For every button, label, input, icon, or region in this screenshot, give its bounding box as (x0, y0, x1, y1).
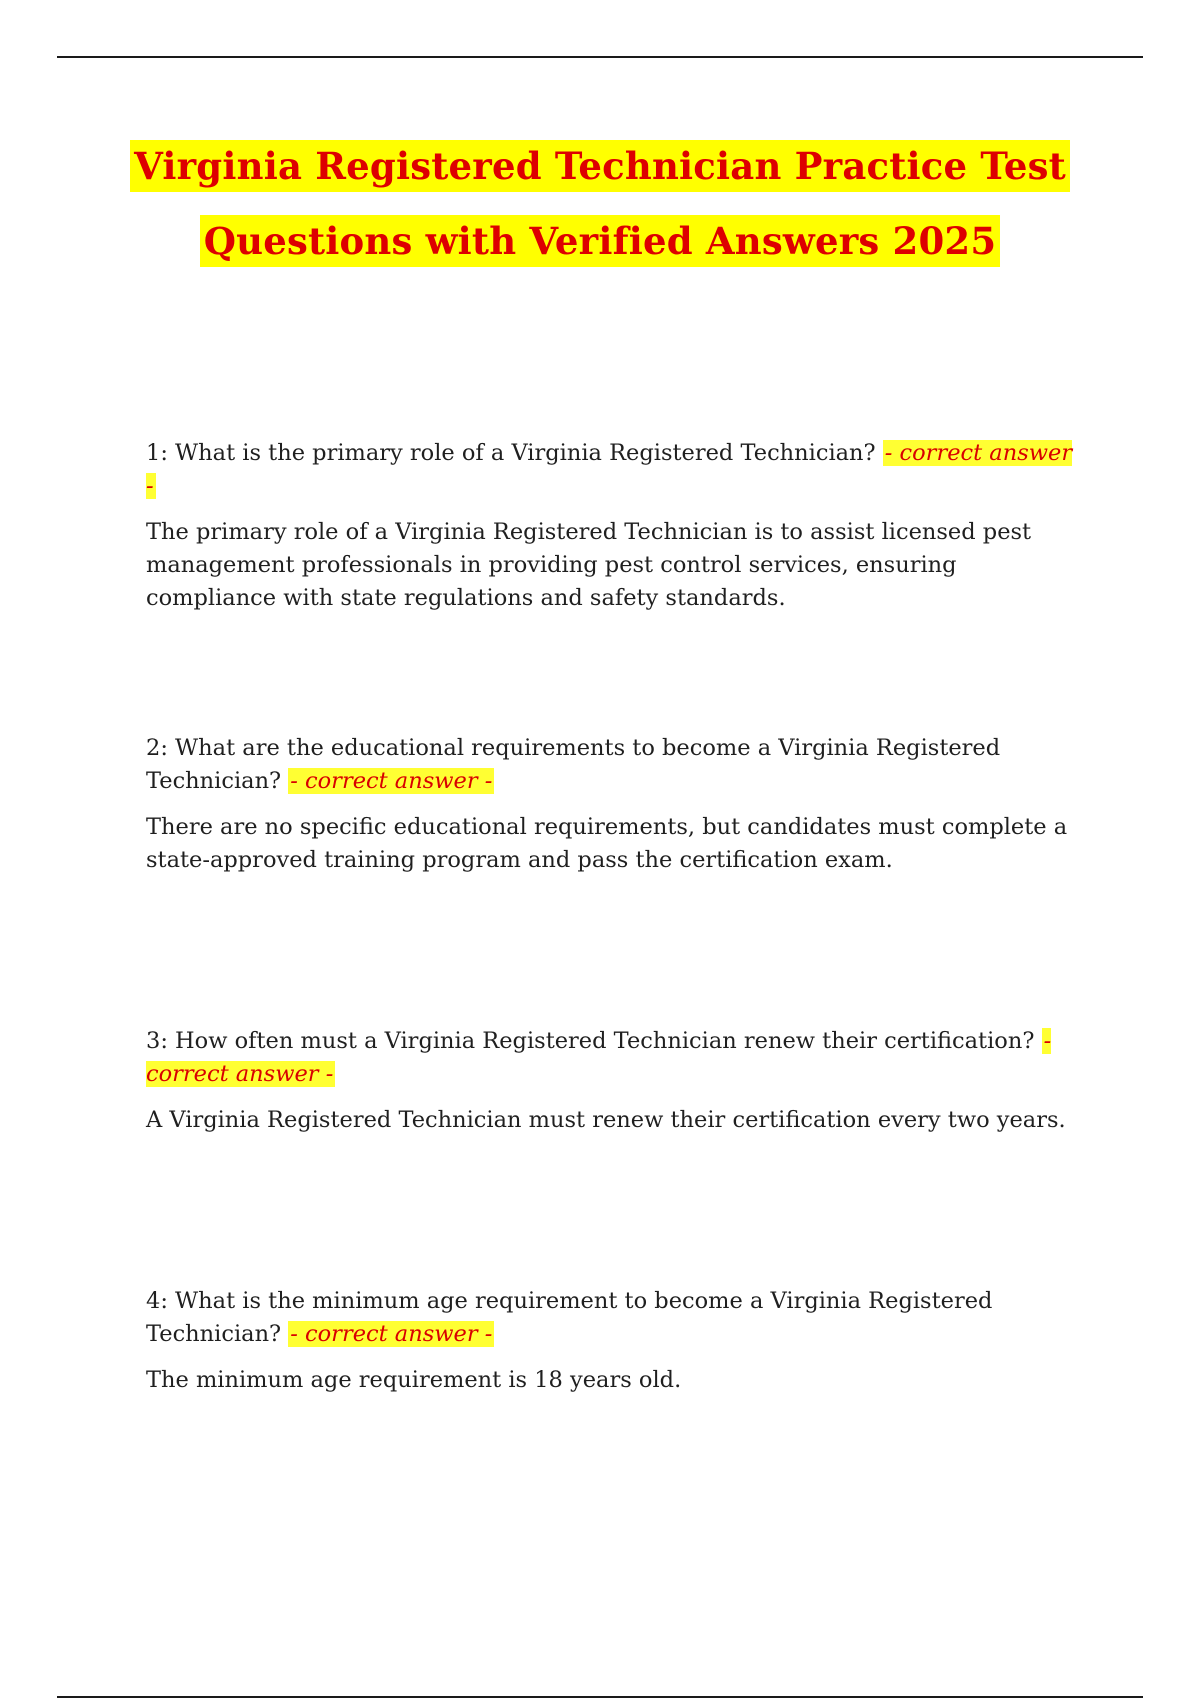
answer-4: The minimum age requirement is 18 years old. (146, 1367, 682, 1393)
qa-item-3 (146, 1025, 1086, 1137)
qa-item-2 (146, 732, 1086, 877)
question-1 (146, 437, 1086, 503)
answer-3: A Virginia Registered Technician must renew their certification every two years. (146, 1107, 1066, 1133)
answer-1: The primary role of a Virginia Registered Technician is to assist licensed pest management professionals in providing pest control services, ensuring compliance with state regulations and safety standards. (146, 519, 1032, 611)
correct-answer-marker: - correct answer - (290, 768, 493, 794)
qa-item-4 (146, 1285, 1086, 1397)
question-text: 4: What is the minimum age requirement to become a Virginia Registered Technician? (146, 1288, 993, 1347)
correct-answer-marker: - correct answer - (146, 1028, 1052, 1087)
correct-answer-marker: - correct answer - (290, 1321, 493, 1347)
bottom-rule (57, 1696, 1143, 1698)
document-title (80, 140, 1120, 267)
correct-answer-marker: - correct answer - (146, 440, 1073, 499)
question-2 (146, 732, 1086, 798)
question-4 (146, 1285, 1086, 1351)
question-3 (146, 1025, 1086, 1091)
qa-item-1 (146, 437, 1086, 615)
title-line-2: Questions with Verified Answers 2025 (200, 215, 1001, 267)
question-text: 2: What are the educational requirements to become a Virginia Registered Technician? (146, 735, 1001, 794)
question-text: 1: What is the primary role of a Virginia Registered Technician? (146, 440, 876, 466)
top-rule (57, 56, 1143, 58)
answer-2: There are no specific educational requirements, but candidates must complete a state-approved training program and pass the certification exam. (146, 814, 1068, 873)
question-text: 3: How often must a Virginia Registered Technician renew their certification? (146, 1028, 1035, 1054)
title-line-1: Virginia Registered Technician Practice Test (130, 140, 1070, 192)
